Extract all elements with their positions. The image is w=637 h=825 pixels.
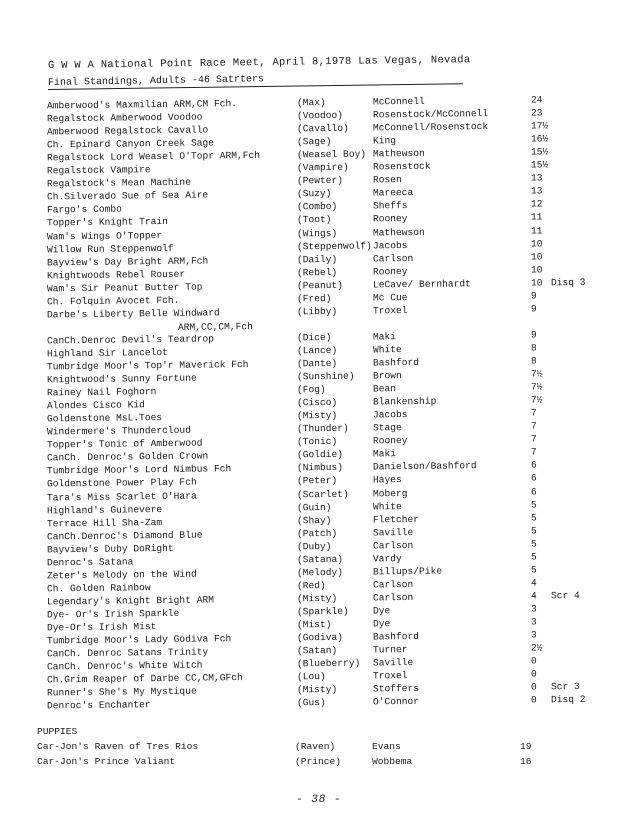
- row-owner: Rooney: [372, 435, 408, 447]
- row-score: 7: [530, 420, 537, 432]
- row-owner: Fletcher: [372, 513, 420, 526]
- row-dog: Bayview's Duby DoRight: [46, 542, 174, 556]
- row-dog: Windermere's Thundercloud: [46, 424, 191, 438]
- row-score: 24: [530, 94, 543, 106]
- row-score: 5: [530, 512, 537, 524]
- row-score: 9: [530, 290, 537, 302]
- row-owner: Stoffers: [372, 683, 420, 695]
- row-owner: Carlson: [372, 578, 414, 591]
- row-score: 10: [530, 250, 543, 263]
- row-score: 19: [520, 741, 532, 752]
- row-owner: Carlson: [372, 252, 414, 265]
- row-call: (Raven): [295, 741, 336, 752]
- row-score: 16½: [530, 133, 549, 145]
- row-owner: Moberg: [372, 487, 408, 499]
- row-call: (Steppenwolf): [296, 240, 372, 252]
- row-dog: Regalstock's Mean Machine: [46, 176, 191, 190]
- row-dog: Goldenstone MsL.Toes: [46, 412, 163, 425]
- row-dog: Ch. Folquin Avocet Fch.: [46, 294, 180, 308]
- row-owner: Bashford: [372, 356, 420, 369]
- row-owner: Troxel: [372, 304, 408, 317]
- row-call: (Duby): [296, 540, 332, 553]
- row-dog: CanCh. Denroc Satans Trinity: [46, 646, 209, 660]
- row-call: (Satana): [296, 553, 344, 566]
- row-dog: Regalstock Vampire: [46, 164, 151, 177]
- row-call: (Godiva): [296, 631, 344, 644]
- row-call: (Toot): [296, 214, 332, 226]
- row-dog: Denroc's Enchanter: [46, 699, 151, 712]
- row-call: (Prince): [295, 756, 342, 767]
- row-call: (Sparkle): [296, 605, 349, 618]
- row-dog: Ch.Silverado Sue of Sea Aire: [46, 189, 209, 203]
- row-dog: Rainey Nail Foghorn: [46, 386, 157, 399]
- libby-titles-continuation: ARM,CC,CM,Fch: [177, 320, 253, 333]
- row-owner: Bean: [372, 383, 397, 395]
- row-owner: Bashford: [372, 630, 420, 643]
- row-call: (Cavallo): [296, 122, 349, 135]
- row-score: 23: [530, 107, 543, 119]
- row-owner: O'Connor: [372, 696, 420, 708]
- row-score: 7½: [530, 381, 543, 393]
- row-owner: Wobbema: [372, 756, 413, 767]
- row-owner: Rosenstock: [372, 160, 431, 173]
- row-dog: Knightwood's Sunny Fortune: [46, 372, 197, 386]
- row-dog: Legendary's Knight Bright ARM: [46, 594, 215, 608]
- row-dog: Tumbridge Moor's Lady Godiva Fch: [46, 633, 232, 647]
- row-owner: Danielson/Bashford: [372, 460, 477, 473]
- row-score: 13: [530, 185, 543, 197]
- row-call: (Daily): [296, 253, 338, 265]
- row-owner: King: [372, 135, 397, 147]
- row-dog: Dye-Or's Irish Mist: [46, 621, 157, 634]
- row-score: 6: [530, 485, 537, 498]
- row-call: (Weasel Boy): [296, 148, 367, 161]
- row-score: 7: [530, 407, 537, 419]
- row-owner: Dye: [372, 618, 391, 630]
- row-call: (Misty): [296, 410, 338, 422]
- row-owner: Troxel: [372, 670, 408, 682]
- row-note: Scr 4: [550, 589, 580, 602]
- row-owner: Sheffs: [372, 200, 408, 212]
- row-owner: Dye: [372, 605, 391, 617]
- row-dog: CanCh. Denroc's Golden Crown: [46, 450, 209, 464]
- row-owner: Carlson: [372, 591, 414, 604]
- row-dog: Regalstock Amberwood Voodoo: [46, 111, 203, 125]
- row-dog: Wam's Wings O'Topper: [46, 229, 163, 242]
- row-call: (Misty): [296, 684, 338, 696]
- row-owner: Jacobs: [372, 239, 408, 251]
- row-owner: Jacobs: [372, 409, 408, 421]
- row-call: (Mist): [296, 618, 332, 631]
- row-dog: Zeter's Melody on the Wind: [46, 568, 197, 582]
- row-owner: Blankenship: [372, 395, 437, 408]
- row-call: (Satan): [296, 644, 338, 657]
- row-owner: Mc Cue: [372, 291, 408, 304]
- row-score: 6: [530, 472, 537, 484]
- row-call: (Guin): [296, 501, 332, 513]
- row-score: 15½: [530, 146, 549, 158]
- row-owner: Carlson: [372, 539, 414, 552]
- row-dog: Highland Sir Lancelot: [46, 346, 168, 360]
- row-call: (Gus): [296, 697, 326, 709]
- row-score: 10: [530, 237, 543, 250]
- row-call: (Fog): [296, 384, 326, 396]
- row-score: 8: [530, 342, 537, 354]
- row-owner: Saville: [372, 526, 414, 539]
- row-dog: Topper's Tonic of Amberwood: [46, 437, 203, 451]
- row-call: (Dante): [296, 357, 338, 370]
- row-score: 15½: [530, 159, 549, 171]
- row-score: 5: [530, 538, 537, 550]
- table-row: [0, 740, 637, 753]
- row-call: (Blueberry): [296, 657, 361, 670]
- row-note: Disq 3: [550, 276, 586, 288]
- row-note: Disq 2: [550, 694, 586, 706]
- row-score: 7: [530, 446, 537, 458]
- row-owner: Mareeca: [372, 187, 414, 199]
- row-dog: Wam's Sir Peanut Butter Top: [46, 281, 203, 295]
- row-call: (Pewter): [296, 175, 344, 187]
- row-score: 5: [530, 525, 537, 537]
- row-owner: Stage: [372, 422, 402, 434]
- row-dog: Runner's She's My Mystique: [46, 685, 197, 699]
- row-score: 0: [530, 668, 537, 680]
- row-dog: Terrace Hill Sha-Zam: [46, 516, 163, 530]
- row-call: (Libby): [296, 305, 338, 318]
- row-dog: Fargo's Combo: [46, 203, 122, 216]
- row-owner: McConnell: [372, 95, 425, 108]
- row-call: (Sunshine): [296, 370, 355, 383]
- row-call: (Melody): [296, 566, 344, 579]
- row-score: 8: [530, 355, 537, 367]
- row-dog: CanCh.Denroc's Diamond Blue: [46, 529, 203, 543]
- row-score: 17½: [530, 120, 549, 132]
- row-dog: Car-Jon's Raven of Tres Rios: [37, 741, 199, 752]
- row-dog: Denroc's Satana: [46, 556, 134, 569]
- row-call: (Patch): [296, 527, 338, 540]
- row-dog: Car-Jon's Prince Valiant: [37, 756, 176, 767]
- row-score: 2½: [530, 642, 543, 654]
- row-owner: Maki: [372, 331, 397, 343]
- row-call: (Peanut): [296, 279, 344, 292]
- row-score: 0: [530, 681, 537, 693]
- row-owner: Evans: [372, 741, 401, 752]
- row-score: 10: [530, 264, 543, 276]
- row-dog: Alondes Cisco Kid: [46, 399, 145, 412]
- row-score: 10: [530, 277, 543, 289]
- row-call: (Peter): [296, 475, 338, 487]
- row-owner: Vardy: [372, 552, 402, 565]
- row-dog: Tara's Miss Scarlet O'Hara: [46, 490, 197, 503]
- row-dog: CanCh. Denroc's White Witch: [46, 659, 203, 673]
- row-owner: White: [372, 344, 402, 356]
- row-call: (Combo): [296, 201, 338, 213]
- row-owner: Rosen: [372, 174, 402, 186]
- table-row: [0, 755, 637, 768]
- row-dog: CanCh.Denroc Devil's Teardrop: [46, 333, 215, 347]
- row-score: 3: [530, 603, 537, 615]
- row-note: Scr 3: [550, 681, 580, 693]
- row-score: 4: [530, 590, 537, 602]
- row-score: 7: [530, 433, 537, 445]
- row-call: (Misty): [296, 592, 338, 605]
- row-score: 7½: [530, 368, 543, 380]
- row-score: 13: [530, 172, 543, 184]
- row-owner: Billups/Pike: [372, 565, 443, 578]
- row-call: (Sage): [296, 136, 332, 148]
- row-owner: Rosenstock/McConnell: [372, 108, 489, 121]
- row-call: (Lou): [296, 671, 326, 683]
- row-owner: Rooney: [372, 265, 408, 278]
- row-score: 12: [530, 198, 543, 210]
- row-score: 5: [530, 564, 537, 576]
- row-dog: Knightwoods Rebel Rouser: [46, 268, 186, 282]
- row-score: 9: [530, 329, 537, 341]
- row-score: 5: [530, 551, 537, 563]
- row-dog: Topper's Knight Train: [46, 216, 168, 229]
- row-owner: McConnell/Rosenstock: [372, 121, 489, 134]
- row-call: (Lance): [296, 344, 338, 357]
- row-call: (Rebel): [296, 266, 338, 279]
- row-dog: Regalstock Lord Weasel O'Topr ARM,Fch: [46, 150, 261, 164]
- row-dog: Bayview's Day Bright ARM,Fch: [46, 255, 209, 269]
- row-call: (Shay): [296, 514, 332, 526]
- row-call: (Vampire): [296, 161, 349, 174]
- row-dog: Tumbridge Moor's Lord Nimbus Fch: [46, 463, 232, 477]
- row-score: 9: [530, 303, 537, 315]
- row-dog: Dye- Or's Irish Sparkle: [46, 607, 180, 621]
- row-score: 6: [530, 459, 537, 471]
- row-score: 0: [530, 694, 537, 706]
- row-score: 7½: [530, 394, 543, 406]
- row-dog: Amberwood's Maxmilian ARM,CM Fch.: [46, 98, 238, 112]
- row-dog: Amberwood Regalstock Cavallo: [46, 124, 209, 138]
- row-call: (Goldie): [296, 449, 344, 461]
- row-score: 3: [530, 616, 537, 628]
- row-owner: LeCave/ Bernhardt: [372, 277, 471, 291]
- row-owner: Turner: [372, 644, 408, 656]
- row-call: (Suzy): [296, 188, 332, 200]
- row-owner: Mathewson: [372, 226, 425, 238]
- row-owner: Hayes: [372, 474, 402, 486]
- row-dog: Darbe's Liberty Belle Windward: [46, 307, 220, 321]
- row-call: (Fred): [296, 292, 332, 305]
- row-dog: Goldenstone Power Play Fch: [46, 477, 197, 490]
- row-call: (Dice): [296, 331, 332, 344]
- row-call: (Wings): [296, 227, 338, 239]
- row-score: 5: [530, 498, 537, 511]
- puppies-heading: PUPPIES: [37, 726, 78, 737]
- row-dog: Tumbridge Moor's Top'r Maverick Fch: [46, 358, 249, 373]
- row-score: 16: [520, 756, 532, 767]
- row-call: (Voodoo): [296, 109, 344, 122]
- row-call: (Scarlet): [296, 488, 349, 500]
- row-score: 11: [530, 211, 543, 223]
- row-call: (Red): [296, 579, 326, 592]
- row-score: 4: [530, 577, 537, 589]
- document-subtitle: Final Standings, Adults -46 Satrters: [47, 74, 265, 89]
- row-score: 11: [530, 224, 543, 237]
- document-title: G W W A National Point Race Meet, April 8,1978 Las Vegas, Nevada: [47, 54, 471, 72]
- row-owner: Maki: [372, 448, 397, 460]
- row-dog: Ch. Epinard Canyon Creek Sage: [46, 137, 215, 151]
- row-owner: Mathewson: [372, 147, 425, 160]
- row-call: (Thunder): [296, 422, 349, 435]
- row-call: (Max): [296, 97, 326, 109]
- row-dog: Willow Run Steppenwolf: [46, 242, 174, 255]
- row-owner: Rooney: [372, 213, 408, 225]
- row-dog: Highland's Guinevere: [46, 503, 163, 516]
- row-call: (Tonic): [296, 436, 338, 448]
- row-owner: Saville: [372, 657, 414, 669]
- row-owner: Brown: [372, 370, 402, 382]
- row-call: (Nimbus): [296, 462, 344, 474]
- row-score: 0: [530, 655, 537, 667]
- row-owner: White: [372, 500, 402, 512]
- row-score: 3: [530, 629, 537, 641]
- row-dog: Ch. Golden Rainbow: [46, 582, 151, 595]
- page-number: - 38 -: [296, 794, 342, 806]
- row-dog: Ch.Grim Reaper of Darbe CC,CM,GFch: [46, 672, 243, 686]
- row-call: (Cisco): [296, 397, 338, 409]
